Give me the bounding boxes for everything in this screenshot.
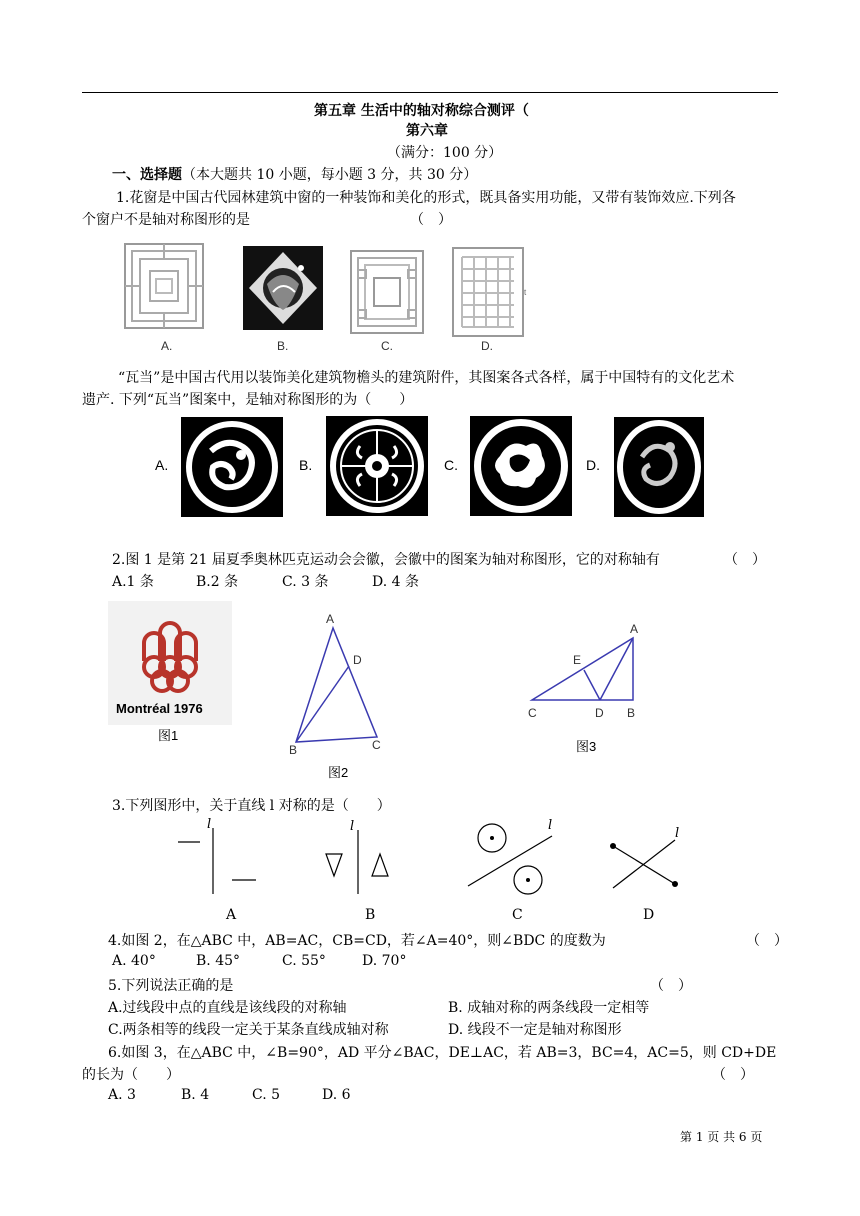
page-number: 第 1 页 共 6 页 (680, 1130, 763, 1144)
section-note: （本大题共 10 小题，每小题 3 分，共 30 分） (182, 167, 478, 183)
q5-paren: （ ） (650, 978, 692, 994)
wadang-image-c (470, 416, 572, 516)
figure-1-caption: 图1 (158, 728, 179, 743)
logo-text: Montréal 1976 (116, 701, 203, 716)
q1-paren: （ ） (410, 212, 452, 228)
q3-option-a: A (226, 907, 237, 923)
window-label-d: D. (481, 339, 493, 353)
q4-option-b: B. 45° (196, 953, 241, 969)
q5-option-a: A.过线段中点的直线是该线段的对称轴 (108, 1000, 347, 1016)
q3-option-b: B (365, 907, 376, 923)
window-label-c: C. (381, 339, 393, 353)
figure-2-caption: 图2 (328, 765, 349, 780)
section-heading (112, 164, 477, 184)
q3-option-c: C (512, 907, 523, 923)
page-subtitle: 第六章 (406, 123, 448, 139)
fig2-point-b: B (289, 743, 298, 757)
figure-1-logo (108, 601, 232, 725)
fig2-point-a: A (326, 612, 335, 626)
section-title: 一、选择题 (112, 167, 182, 183)
q4-option-d: D. 70° (362, 953, 407, 969)
full-score: （满分：100 分） (387, 145, 503, 161)
fig3-point-e: E (573, 653, 582, 667)
fig3-point-c: C (528, 706, 537, 720)
q3-figure-b (318, 818, 398, 898)
q3-line1: 3.下列图形中，关于直线 l 对称的是（ ） (112, 798, 391, 814)
q3-line-label-c: l (548, 818, 553, 833)
q5-option-c: C.两条相等的线段一定关于某条直线成轴对称 (108, 1022, 389, 1038)
wadang-image-a (181, 417, 283, 517)
figure-2-triangle (286, 610, 396, 780)
q6-option-a: A. 3 (108, 1087, 136, 1103)
q4-paren: （ ） (746, 933, 788, 949)
q1-line2: 个窗户不是轴对称图形的是 (82, 212, 250, 228)
wadang-label-d: D. (586, 457, 600, 473)
q2-option-d: D. 4 条 (372, 574, 419, 590)
window-label-b: B. (277, 339, 289, 353)
window-image-d (452, 247, 528, 337)
fig3-point-d: D (595, 706, 604, 720)
wadang-label-b: B. (299, 457, 313, 473)
q6-option-b: B. 4 (181, 1087, 210, 1103)
q4-line1: 4.如图 2，在△ABC 中，AB=AC，CB=CD，若∠A=40°，则∠BDC 的度数为 (108, 933, 606, 949)
svg-text:t: t (524, 288, 527, 297)
q3-line-label-b: l (350, 819, 355, 834)
window-image-c (350, 250, 424, 334)
wadang-label-a: A. (155, 457, 169, 473)
window-image-b (243, 246, 323, 330)
fig2-point-c: C (372, 738, 381, 752)
q4-option-c: C. 55° (282, 953, 326, 969)
q5-option-b: B. 成轴对称的两条线段一定相等 (448, 1000, 650, 1016)
window-image-a (124, 243, 204, 329)
fig3-point-a: A (630, 622, 639, 636)
wadang-label-c: C. (444, 457, 458, 473)
window-label-a: A. (161, 339, 173, 353)
q2-paren: （ ） (724, 552, 766, 568)
q1b-line1: “瓦当”是中国古代用以装饰美化建筑物檐头的建筑附件，其图案各式各样，属于中国特有的文化艺术 (118, 370, 735, 386)
q5-line1: 5.下列说法正确的是 (108, 978, 234, 994)
q1b-line2: 遗产. 下列“瓦当”图案中，是轴对称图形的为（ ） (82, 392, 414, 408)
fig3-point-b: B (627, 706, 636, 720)
page-title: 第五章 生活中的轴对称综合测评（ (314, 103, 529, 119)
q2-line1: 2.图 1 是第 21 届夏季奥林匹克运动会会徽，会徽中的图案为轴对称图形，它的对称轴有 (112, 552, 660, 568)
fig2-point-d: D (353, 653, 362, 667)
q6-line1: 6.如图 3，在△ABC 中，∠B=90°，AD 平分∠BAC，DE⊥AC，若 AB=3，BC=4，AC=5，则 CD+DE (108, 1045, 777, 1061)
q6-option-c: C. 5 (252, 1087, 281, 1103)
wadang-image-d (614, 417, 704, 517)
q5-option-d: D. 线段不一定是轴对称图形 (448, 1022, 622, 1038)
q2-option-c: C. 3 条 (282, 574, 329, 590)
q3-line-label-d: l (675, 826, 680, 841)
q2-option-a: A.1 条 (112, 574, 154, 590)
q6-paren: （ ） (712, 1067, 754, 1083)
q6-option-d: D. 6 (322, 1087, 351, 1103)
q3-option-d: D (643, 907, 655, 923)
q3-figure-c (462, 818, 572, 898)
q1-line1: 1.花窗是中国古代园林建筑中窗的一种装饰和美化的形式，既具备实用功能，又带有装饰效应.下列各 (116, 190, 736, 206)
q4-option-a: A. 40° (112, 953, 156, 969)
q3-line-label-a: l (207, 817, 212, 832)
q6-line2: 的长为（ ） (82, 1067, 180, 1083)
q3-figure-d (605, 826, 695, 896)
header-rule (82, 92, 778, 93)
q3-figure-a (170, 818, 270, 898)
figure-3-triangle (528, 630, 648, 710)
wadang-image-b (326, 416, 428, 516)
q2-option-b: B.2 条 (196, 574, 239, 590)
figure-3-caption: 图3 (576, 739, 597, 754)
